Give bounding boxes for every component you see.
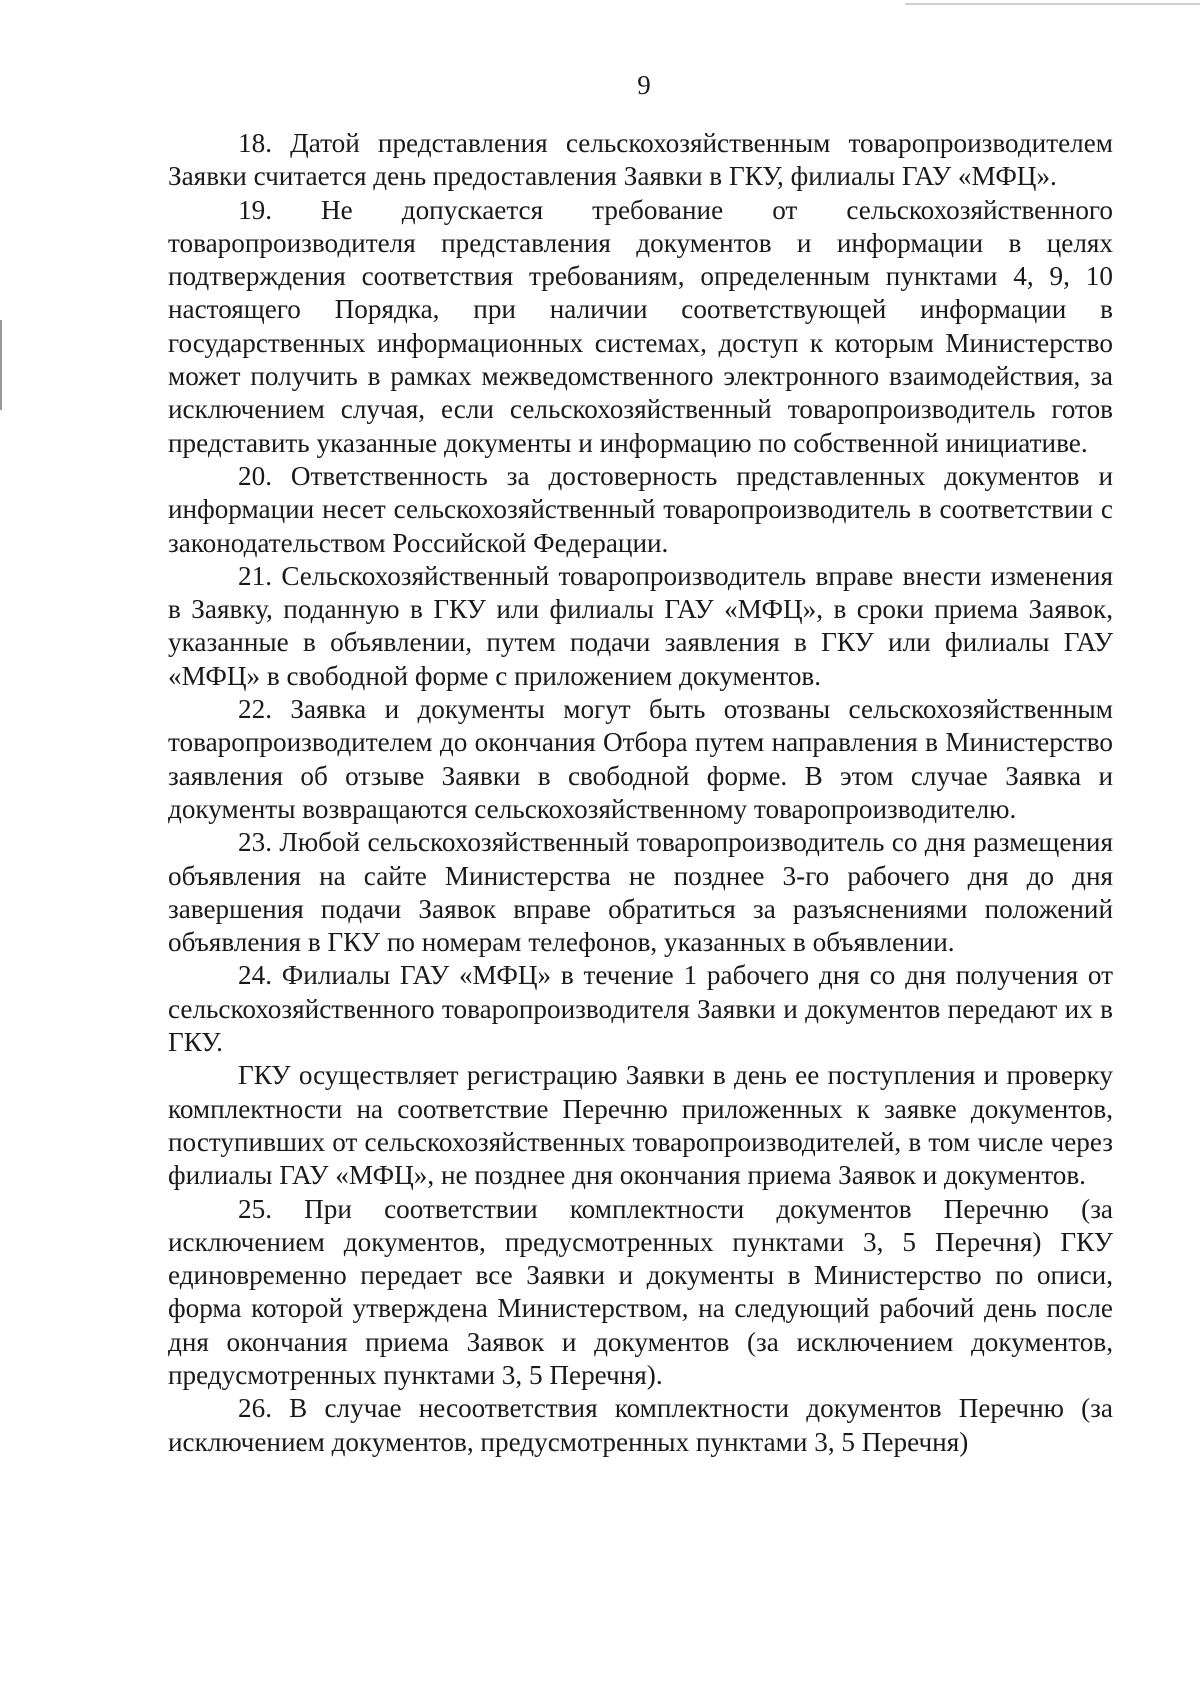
page-number: 9 [637,70,651,100]
paragraph-26: 26. В случае несоответствия комплектности документов Перечню (за исключением документов, предусмотренных пунктами 3, 5 Перечня) [168,1393,1113,1457]
paragraph-22: 22. Заявка и документы могут быть отозваны сельскохозяйственным товаропроизводителем до окончания Отбора путем направления в Министерство заявления об отзыве Заявки в свободной форме. В этом случае Заявка и документы возвращаются сельскохозяйственному товаропроизводителю. [168,694,1113,824]
document-body [168,127,1113,1459]
paragraph-19: 19. Не допускается требование от сельскохозяйственного товаропроизводителя представления документов и информации в целях подтверждения соответствия требованиям, определенным пунктами 4, 9, 10 настоящего Порядка, при наличии соответствующей информации в государственных информационных системах, доступ к которым Министерство может получить в рамках межведомственного электронного взаимодействия, за исключением случая, если сельскохозяйственный товаропроизводитель готов представить указанные документы и информацию по собственной инициативе. [168,194,1113,458]
paragraph-20: 20. Ответственность за достоверность представленных документов и информации несет сельскохозяйственный товаропроизводитель в соответствии с законодательством Российской Федерации. [168,460,1113,558]
paragraph-21: 21. Сельскохозяйственный товаропроизводитель вправе внести изменения в Заявку, поданную в ГКУ или филиалы ГАУ «МФЦ», в сроки приема Заявок, указанные в объявлении, путем подачи заявления в ГКУ или филиалы ГАУ «МФЦ» в свободной форме с приложением документов. [168,560,1113,691]
paragraph-23: 23. Любой сельскохозяйственный товаропроизводитель со дня размещения объявления на сайте Министерства не позднее 3-го рабочего дня до дня завершения подачи Заявок вправе обратиться за разъяснениями положений объявления в ГКУ по номерам телефонов, указанных в объявлении. [168,827,1113,958]
paragraph-18: 18. Датой представления сельскохозяйственным товаропроизводителем Заявки считается день предоставления Заявки в ГКУ, филиалы ГАУ «МФЦ». [168,128,1113,192]
paragraph-25: 25. При соответствии комплектности документов Перечню (за исключением документов, предусмотренных пунктами 3, 5 Перечня) ГКУ единовременно передает все Заявки и документы в Министерство по описи, форма которой утверждена Министерством, на следующий рабочий день после дня окончания приема Заявок и документов (за исключением документов, предусмотренных пунктами 3, 5 Перечня). [168,1193,1113,1390]
scan-edge-mark-left [0,320,2,410]
paragraph-24-registration: ГКУ осуществляет регистрацию Заявки в день ее поступления и проверку комплектности на соответствие Перечню приложенных к заявке документов, поступивших от сельскохозяйственных товаропроизводителей, в том числе через филиалы ГАУ «МФЦ», не позднее дня окончания приема Заявок и документов. [168,1060,1113,1191]
scan-edge-mark-top [905,3,1200,5]
paragraph-24: 24. Филиалы ГАУ «МФЦ» в течение 1 рабочего дня со дня получения от сельскохозяйственного товаропроизводителя Заявки и документов передают их в ГКУ. [168,960,1113,1058]
